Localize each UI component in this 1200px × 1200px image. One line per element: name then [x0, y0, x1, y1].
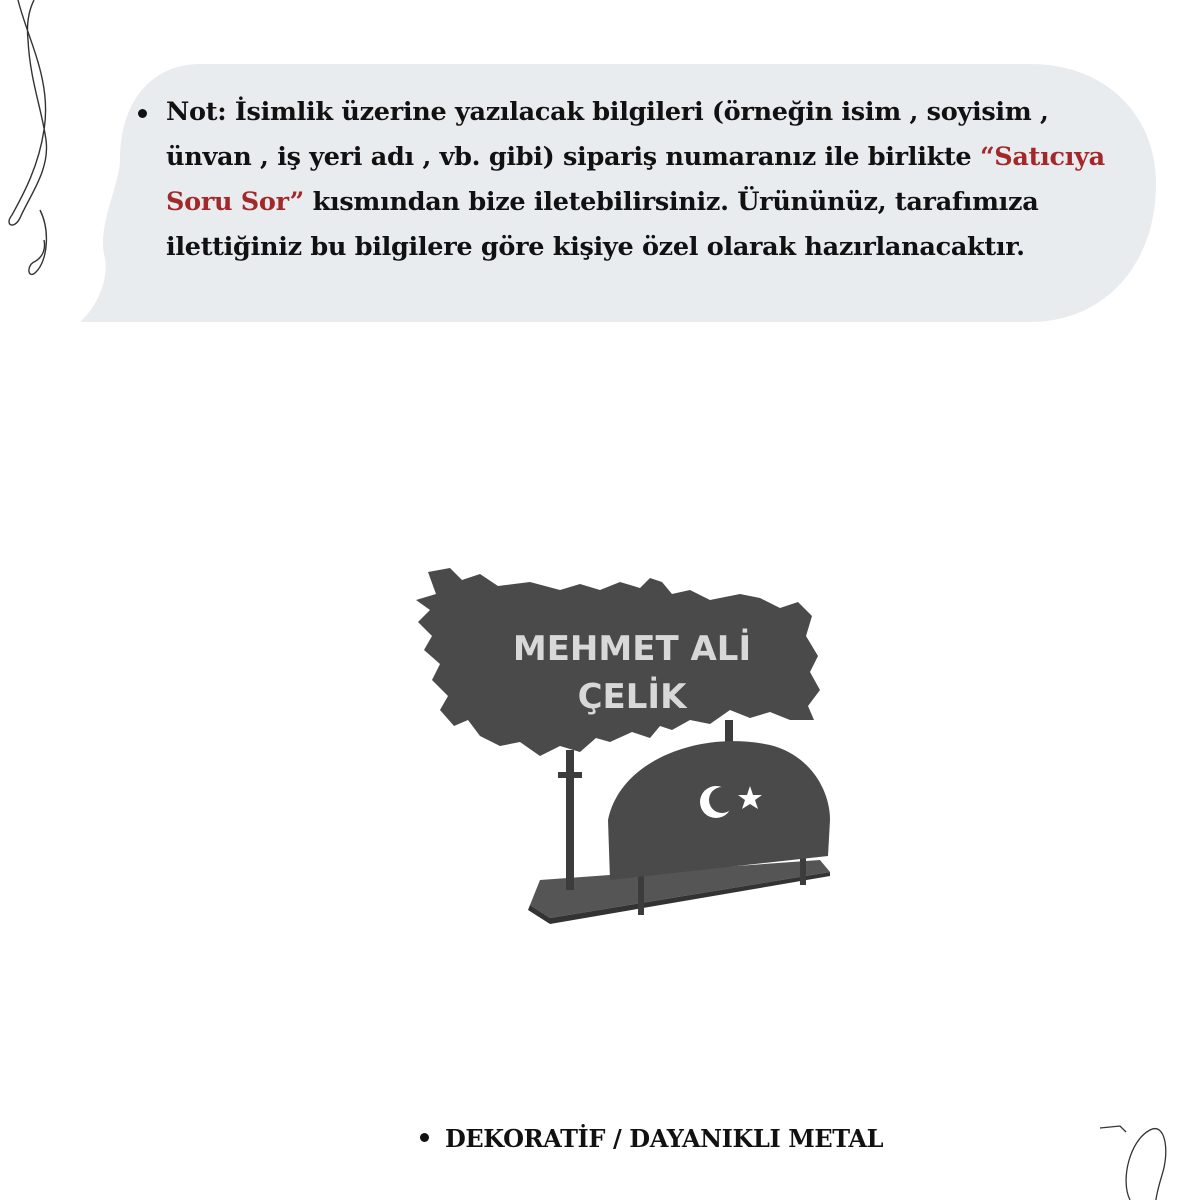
feature-text: DEKORATİF / DAYANIKLI METAL	[445, 1124, 884, 1153]
feature-bullet	[420, 1133, 429, 1142]
note-bullet	[138, 109, 147, 118]
note-speech-bubble	[80, 64, 1156, 322]
note-text-prefix: Not: İsimlik üzerine yazılacak bilgileri (örneğin isim , soyisim , ünvan , iş yeri adı , vb. gibi) sipariş numaranız ile birlikte	[166, 97, 1049, 172]
note-text	[166, 90, 1134, 270]
ask-seller-highlight: “Satıcıya Soru Sor”	[166, 142, 1105, 217]
feature-item	[420, 1124, 883, 1153]
product-image-name-plate	[410, 560, 840, 940]
note-text-suffix: kısmından bize iletebilirsiniz. Ürününüz, tarafımıza ilettiğiniz bu bilgilere göre kişiye özel olarak hazırlanacaktır.	[166, 187, 1039, 262]
plate-name-line1: MEHMET ALİ	[512, 629, 752, 669]
decorative-swirl-right	[1090, 1120, 1200, 1200]
left-post	[566, 750, 574, 890]
decorative-swirl-left	[0, 0, 70, 300]
plate-name-line2: ÇELİK	[577, 677, 687, 717]
